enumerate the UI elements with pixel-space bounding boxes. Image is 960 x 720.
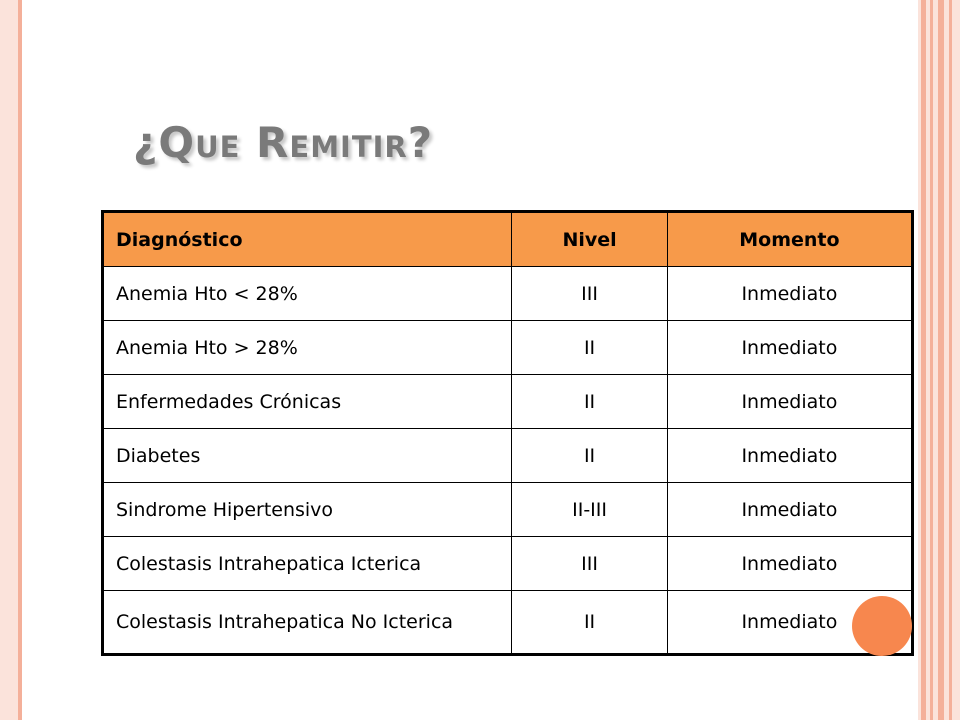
table-row xyxy=(103,537,913,591)
decorative-circle xyxy=(852,596,912,656)
table-row xyxy=(103,429,913,483)
cell-momento: Inmediato xyxy=(667,429,912,483)
cell-diagnostico: Sindrome Hipertensivo xyxy=(103,483,512,537)
header-diagnostico: Diagnóstico xyxy=(103,212,512,267)
header-momento: Momento xyxy=(667,212,912,267)
cell-momento: Inmediato xyxy=(667,321,912,375)
cell-nivel: II xyxy=(512,321,667,375)
cell-diagnostico: Colestasis Intrahepatica No Icterica xyxy=(103,591,512,655)
right-border-frame xyxy=(918,0,960,720)
table-row xyxy=(103,267,913,321)
table-row xyxy=(103,483,913,537)
cell-nivel: II xyxy=(512,429,667,483)
cell-nivel: II-III xyxy=(512,483,667,537)
table-header-row xyxy=(103,212,913,267)
cell-diagnostico: Diabetes xyxy=(103,429,512,483)
cell-momento: Inmediato xyxy=(667,591,912,655)
table-row xyxy=(103,375,913,429)
right-border-stripe xyxy=(938,0,944,720)
cell-diagnostico: Enfermedades Crónicas xyxy=(103,375,512,429)
cell-momento: Inmediato xyxy=(667,375,912,429)
cell-momento: Inmediato xyxy=(667,267,912,321)
left-border-line xyxy=(18,0,22,720)
header-nivel: Nivel xyxy=(512,212,667,267)
cell-nivel: III xyxy=(512,537,667,591)
table-row xyxy=(103,591,913,655)
slide-title: ¿Que Remitir? xyxy=(133,118,434,167)
cell-nivel: III xyxy=(512,267,667,321)
cell-nivel: II xyxy=(512,375,667,429)
cell-diagnostico: Anemia Hto > 28% xyxy=(103,321,512,375)
cell-diagnostico: Anemia Hto < 28% xyxy=(103,267,512,321)
referral-table xyxy=(101,210,914,656)
right-border-stripe xyxy=(930,0,933,720)
table-row xyxy=(103,321,913,375)
cell-momento: Inmediato xyxy=(667,483,912,537)
right-border-stripe xyxy=(949,0,952,720)
cell-nivel: II xyxy=(512,591,667,655)
cell-diagnostico: Colestasis Intrahepatica Icterica xyxy=(103,537,512,591)
cell-momento: Inmediato xyxy=(667,537,912,591)
right-border-stripe xyxy=(921,0,926,720)
left-border-frame xyxy=(0,0,22,720)
